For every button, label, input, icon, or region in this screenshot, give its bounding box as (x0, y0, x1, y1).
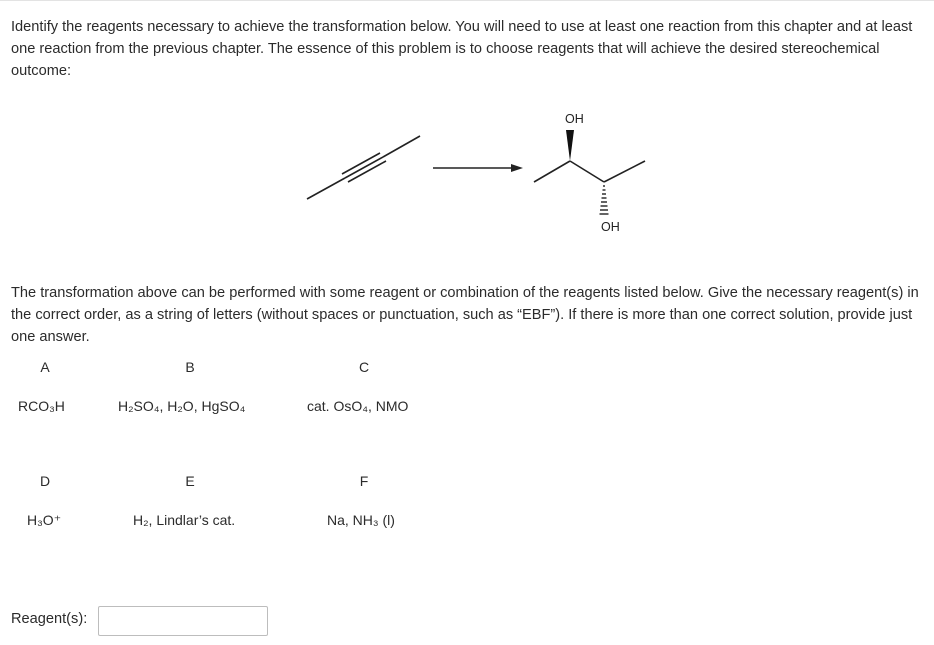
option-text-a: RCO₃H (18, 398, 65, 414)
question-intro: Identify the reagents necessary to achieve the transformation below. You will need to use at least one reaction from this chapter and at least one reaction from the previous chapter. The essence of this problem is to choose reagents that will achieve the desired stereochemical outcome: (11, 19, 913, 79)
option-text-f: Na, NH₃ (l) (327, 512, 395, 528)
option-text-e: H₂, Lindlar’s cat. (133, 512, 236, 528)
reagent-label: Reagent(s): (11, 611, 88, 627)
product-diol (534, 161, 645, 182)
hash-bond (600, 186, 609, 214)
starting-alkyne (307, 136, 420, 199)
option-text-d: H₃O⁺ (27, 512, 62, 528)
reaction-arrow (433, 164, 523, 172)
option-letter-b: B (185, 359, 195, 375)
option-letter-a: A (40, 359, 50, 375)
oh-bottom-label: OH (601, 220, 620, 234)
option-text-c: cat. OsO₄, NMO (307, 398, 409, 414)
reagent-input[interactable] (98, 606, 268, 636)
option-letter-d: D (39, 473, 51, 489)
option-letter-f: F (359, 473, 369, 489)
oh-top-label: OH (565, 112, 584, 126)
question-instructions: The transformation above can be performed with some reagent or combination of the reagents listed below. Give the necessary reagent(s) in the correct order, as a string of letters (without spaces or punctuation, such as “EBF”). If there is more than one correct solution, provide just one answer. (11, 285, 919, 345)
option-letter-c: C (358, 359, 370, 375)
reaction-scheme (0, 0, 934, 260)
option-text-b: H₂SO₄, H₂O, HgSO₄ (118, 398, 246, 414)
wedge-bond (566, 130, 574, 161)
option-letter-e: E (185, 473, 195, 489)
